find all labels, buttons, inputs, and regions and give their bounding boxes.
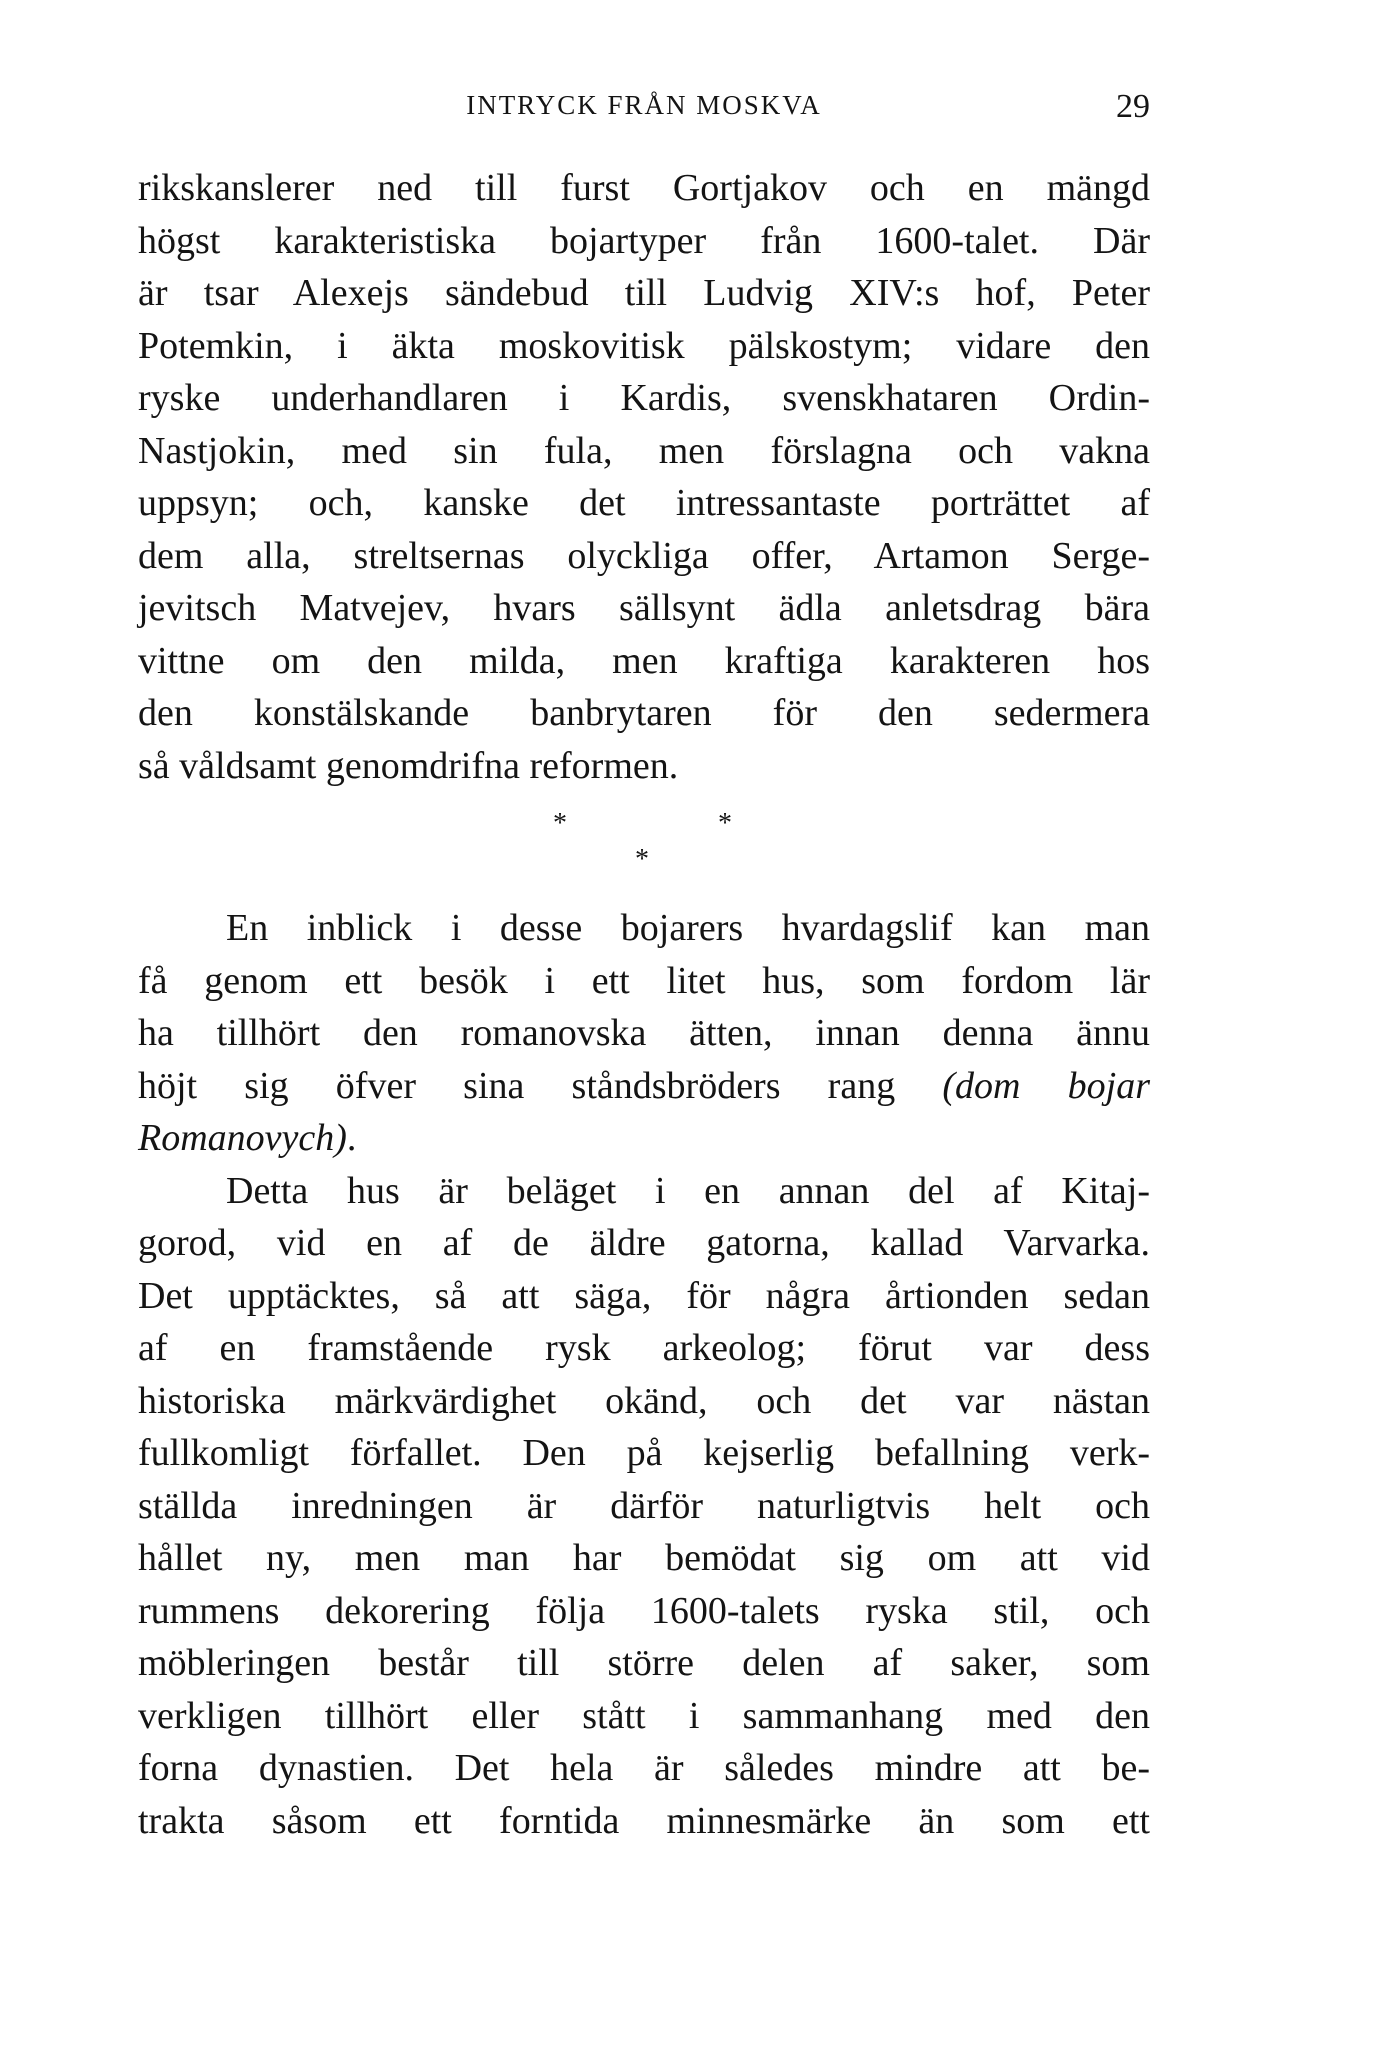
text-line: trakta såsom ett forntida minnesmärke än som ett	[138, 1799, 1150, 1842]
paragraph-2-and-3	[138, 902, 1150, 1847]
text-line: En inblick i desse bojarers hvardagslif kan man	[226, 907, 1150, 949]
text-line: vittne om den milda, men kraftiga karakteren hos	[138, 639, 1150, 682]
running-title: INTRYCK FRÅN MOSKVA	[466, 90, 822, 120]
italic-phrase: (dom bojar	[942, 1064, 1150, 1107]
text-run: .	[346, 1117, 357, 1159]
text-line: historiska märkvärdighet okänd, och det var nästan	[138, 1379, 1150, 1422]
text-line: ryske underhandlaren i Kardis, svenskhataren Ordin-	[138, 377, 1150, 419]
text-line: hållet ny, men man har bemödat sig om att vid	[138, 1537, 1150, 1579]
text-line: Detta hus är beläget i en annan del af Kitaj-	[226, 1169, 1150, 1212]
text-line: så våldsamt genomdrifna reformen.	[138, 744, 679, 787]
text-line: dem alla, streltsernas olyckliga offer, Artamon Serge-	[138, 534, 1150, 577]
page-number: 29	[1116, 88, 1150, 125]
text-line: få genom ett besök i ett litet hus, som fordom lär	[138, 959, 1150, 1002]
text-line: ha tillhört den romanovska ätten, innan denna ännu	[138, 1012, 1150, 1054]
text-line: Det upptäcktes, så att säga, för några årtionden sedan	[138, 1274, 1150, 1317]
text-line-with-italic	[138, 1060, 1150, 1113]
italic-phrase: Romanovych)	[138, 1117, 347, 1159]
asterisk: *	[635, 844, 649, 875]
running-head	[138, 88, 1150, 128]
paragraph-1	[138, 162, 1150, 792]
text-line: rikskanslerer ned till furst Gortjakov och en mängd	[138, 167, 1150, 209]
text-line: fullkomligt förfallet. Den på kejserlig befallning verk-	[138, 1432, 1150, 1474]
text-line: rummens dekorering följa 1600-talets ryska stil, och	[138, 1589, 1150, 1632]
asterisk: *	[718, 808, 732, 839]
text-line: forna dynastien. Det hela är således mindre att be-	[138, 1747, 1150, 1789]
asterisk: *	[553, 808, 567, 839]
section-break-asterism	[138, 808, 1150, 888]
text-line: högst karakteristiska bojartyper från 1600-talet. Där	[138, 219, 1150, 262]
text-line: jevitsch Matvejev, hvars sällsynt ädla anletsdrag bära	[138, 587, 1150, 629]
text-line: verkligen tillhört eller stått i sammanhang med den	[138, 1694, 1150, 1737]
text-line: den konstälskande banbrytaren för den sedermera	[138, 692, 1150, 734]
text-line: af en framstående rysk arkeolog; förut var dess	[138, 1327, 1150, 1369]
text-line: möbleringen består till större delen af saker, som	[138, 1642, 1150, 1684]
text-line: uppsyn; och, kanske det intressantaste porträttet af	[138, 482, 1150, 524]
text-run: höjt sig öfver sina ståndsbröders rang	[138, 1064, 896, 1107]
text-line: är tsar Alexejs sändebud till Ludvig XIV:s hof, Peter	[138, 272, 1150, 314]
text-line: Nastjokin, med sin fula, men förslagna och vakna	[138, 429, 1150, 472]
text-line-with-italic	[138, 1112, 1150, 1165]
text-line: Potemkin, i äkta moskovitisk pälskostym; vidare den	[138, 324, 1150, 367]
text-line: ställda inredningen är därför naturligtvis helt och	[138, 1484, 1150, 1527]
text-line: gorod, vid en af de äldre gatorna, kallad Varvarka.	[138, 1222, 1150, 1264]
